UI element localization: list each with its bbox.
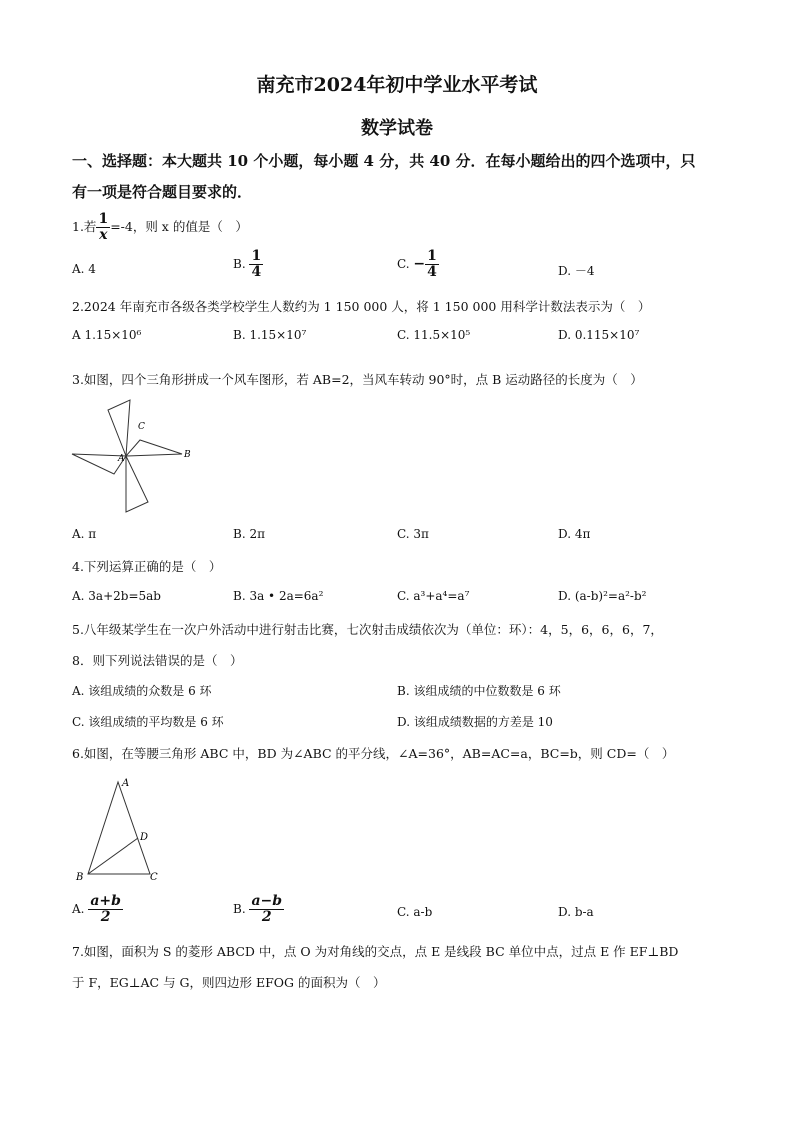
q1-b-num: 1 xyxy=(251,248,262,264)
q5-option-a[interactable]: A. 该组成绩的众数是 6 环 xyxy=(72,684,212,698)
q4-option-d[interactable]: D. (a-b)²=a²-b² xyxy=(558,589,647,603)
q1-c-fraction xyxy=(425,249,439,280)
question-5-line1: 5.八年级某学生在一次户外活动中进行射击比赛，七次射击成绩依次为（单位：环）：4，5，6，6，6，7， xyxy=(72,622,663,637)
q1-frac-num: 1 xyxy=(98,211,109,227)
triangle-label-b: B xyxy=(76,872,84,883)
q6-option-a[interactable] xyxy=(72,894,123,925)
bisector-bd xyxy=(88,838,138,874)
q4-option-b[interactable]: B. 3a • 2a=6a² xyxy=(233,589,324,603)
q1-c-num: 1 xyxy=(427,248,437,264)
q6-a-label: A. xyxy=(72,902,85,916)
q4-option-c[interactable]: C. a³+a⁴=a⁷ xyxy=(397,589,470,603)
q1-fraction xyxy=(96,212,110,243)
q1-option-b[interactable] xyxy=(233,249,263,280)
windmill-label-c: C xyxy=(138,422,145,432)
page-subtitle: 数学试卷 xyxy=(361,118,433,139)
windmill-label-b: B xyxy=(184,450,191,460)
page-title: 南充市2024年初中学业水平考试 xyxy=(256,74,538,96)
q5-option-d[interactable]: D. 该组成绩数据的方差是 10 xyxy=(397,715,553,729)
isosceles-triangle-figure xyxy=(72,774,162,886)
q3-option-a[interactable]: A. π xyxy=(72,527,97,541)
question-7-line2: 于 F，EG⊥AC 与 G，则四边形 EFOG 的面积为（ ） xyxy=(72,975,386,990)
q6-option-b[interactable] xyxy=(233,894,284,925)
q3-option-d[interactable]: D. 4π xyxy=(558,527,591,541)
question-2-stem: 2.2024 年南充市各级各类学校学生人数约为 1 150 000 人，将 1 150 000 用科学计数法表示为（ ） xyxy=(72,299,651,314)
triangle-label-a: A xyxy=(122,778,130,789)
q1-b-den: 4 xyxy=(251,264,262,280)
windmill-label-a: A xyxy=(118,454,125,464)
q2-option-c[interactable]: C. 11.5×10⁵ xyxy=(397,328,471,342)
section-heading-line2: 有一项是符合题目要求的． xyxy=(72,183,253,201)
windmill-blade-top xyxy=(108,400,130,456)
section-heading-line1: 一、选择题：本大题共 10 个小题，每小题 4 分，共 40 分．在每小题给出的四个选项中，只 xyxy=(72,152,696,170)
q3-option-c[interactable]: C. 3π xyxy=(397,527,429,541)
q1-frac-den: x xyxy=(99,227,108,243)
q1-option-a[interactable]: A. 4 xyxy=(72,262,96,276)
q6-a-num: a+b xyxy=(90,893,121,909)
question-5-line2: 8．则下列说法错误的是（ ） xyxy=(72,653,243,668)
q2-option-d[interactable]: D. 0.115×10⁷ xyxy=(558,328,640,342)
q5-option-b[interactable]: B. 该组成绩的中位数数是 6 环 xyxy=(397,684,561,698)
q6-option-d[interactable]: D. b-a xyxy=(558,905,594,919)
q5-option-c[interactable]: C. 该组成绩的平均数是 6 环 xyxy=(72,715,224,729)
question-4-stem: 4.下列运算正确的是（ ） xyxy=(72,559,222,574)
q3-option-b[interactable]: B. 2π xyxy=(233,527,265,541)
triangle-label-c: C xyxy=(150,872,158,883)
q6-a-den: 2 xyxy=(100,909,111,925)
q6-b-den: 2 xyxy=(261,909,272,925)
q6-a-fraction xyxy=(88,894,123,925)
q6-b-num: a−b xyxy=(251,893,283,909)
question-6-stem: 6.如图，在等腰三角形 ABC 中，BD 为∠ABC 的平分线，∠A=36°，AB=AC=a，BC=b，则 CD=（ ） xyxy=(72,746,675,761)
q1-option-c[interactable] xyxy=(397,249,439,280)
q2-option-a[interactable]: A 1.15×10⁶ xyxy=(72,328,142,342)
q1-c-label: C. xyxy=(397,257,410,271)
q4-option-a[interactable]: A. 3a+2b=5ab xyxy=(72,589,161,603)
triangle-label-d: D xyxy=(140,832,149,843)
q1-option-d[interactable]: D. －4 xyxy=(558,264,595,278)
q1-c-den: 4 xyxy=(427,264,437,280)
q1-b-fraction xyxy=(249,249,263,280)
question-7-line1: 7.如图，面积为 S 的菱形 ABCD 中，点 O 为对角线的交点，点 E 是线段 BC 单位中点，过点 E 作 EF⊥BD xyxy=(72,944,679,959)
triangle-abc xyxy=(88,782,150,874)
q6-b-label: B. xyxy=(233,902,246,916)
q6-option-c[interactable]: C. a-b xyxy=(397,905,433,919)
q2-option-b[interactable]: B. 1.15×10⁷ xyxy=(233,328,307,342)
question-1-stem xyxy=(72,212,248,243)
q1-b-label: B. xyxy=(233,257,246,271)
q1-suffix: =-4，则 x 的值是（ ） xyxy=(110,219,248,234)
q1-c-sign: − xyxy=(413,256,426,272)
windmill-blade-right xyxy=(126,440,182,456)
question-3-stem: 3.如图，四个三角形拼成一个风车图形，若 AB=2，当风车转动 90°时，点 B 运动路径的长度为（ ） xyxy=(72,372,643,387)
windmill-figure xyxy=(70,396,196,516)
q6-b-fraction xyxy=(249,894,284,925)
q1-prefix: 1.若 xyxy=(72,219,97,234)
windmill-blade-bottom xyxy=(126,456,148,512)
